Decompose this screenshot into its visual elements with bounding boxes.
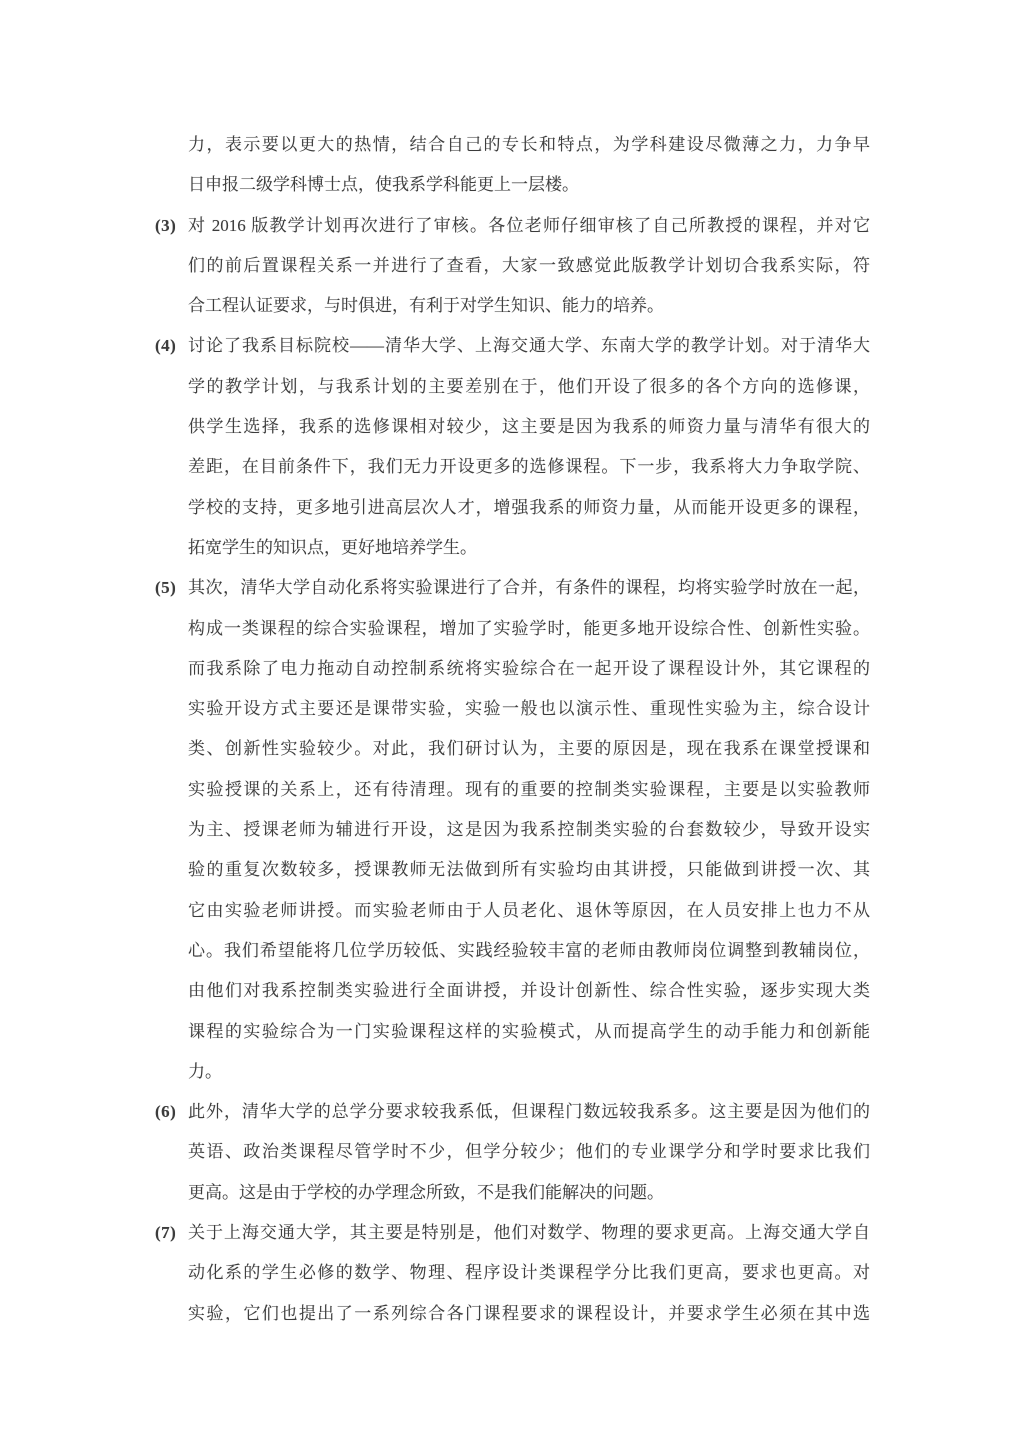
text-line: 它由实验老师讲授。而实验老师由于人员老化、退休等原因，在人员安排上也力不从	[188, 900, 870, 920]
text-line: 动化系的学生必修的数学、物理、程序设计类课程学分比我们更高，要求也更高。对	[188, 1263, 870, 1283]
text-line: 力。	[188, 1061, 222, 1081]
item-number: (7)	[155, 1223, 177, 1243]
text-line: 为主、授课老师为辅进行开设，这是因为我系控制类实验的台套数较少，导致开设实	[188, 820, 870, 840]
text-line: 由他们对我系控制类实验进行全面讲授，并设计创新性、综合性实验，逐步实现大类	[188, 981, 870, 1001]
text-line: 心。我们希望能将几位学历较低、实践经验较丰富的老师由教师岗位调整到教辅岗位，	[188, 940, 870, 960]
document-body	[155, 125, 870, 1334]
text-line: 关于上海交通大学，其主要是特别是，他们对数学、物理的要求更高。上海交通大学自	[188, 1223, 870, 1243]
text-line: 拓宽学生的知识点，更好地培养学生。	[188, 537, 477, 557]
numbered-paragraph	[155, 206, 870, 327]
numbered-paragraph	[155, 568, 870, 1092]
numbered-paragraph	[155, 1213, 870, 1334]
item-number: (3)	[155, 215, 177, 235]
text-line: 验的重复次数较多，授课教师无法做到所有实验均由其讲授，只能做到讲授一次、其	[188, 860, 870, 880]
text-line: 差距，在目前条件下，我们无力开设更多的选修课程。下一步，我系将大力争取学院、	[188, 457, 870, 477]
text-line: 其次，清华大学自动化系将实验课进行了合并，有条件的课程，均将实验学时放在一起，	[188, 578, 870, 598]
text-line: 讨论了我系目标院校——清华大学、上海交通大学、东南大学的教学计划。对于清华大	[188, 336, 870, 356]
text-line: 们的前后置课程关系一并进行了查看，大家一致感觉此版教学计划切合我系实际，符	[188, 255, 870, 275]
numbered-paragraph	[155, 326, 870, 568]
text-line: 实验授课的关系上，还有待清理。现有的重要的控制类实验课程，主要是以实验教师	[188, 779, 870, 799]
text-line: 课程的实验综合为一门实验课程这样的实验模式，从而提高学生的动手能力和创新能	[188, 1021, 870, 1041]
text-line: 构成一类课程的综合实验课程，增加了实验学时，能更多地开设综合性、创新性实验。	[188, 618, 870, 638]
text-line: 英语、政治类课程尽管学时不少，但学分较少；他们的专业课学分和学时要求比我们	[188, 1142, 870, 1162]
text-line: 日申报二级学科博士点，使我系学科能更上一层楼。	[188, 175, 579, 195]
text-line: 学的教学计划，与我系计划的主要差别在于，他们开设了很多的各个方向的选修课，	[188, 376, 870, 396]
text-line: 实验开设方式主要还是课带实验，实验一般也以演示性、重现性实验为主，综合设计	[188, 699, 870, 719]
text-line: 力，表示要以更大的热情，结合自己的专长和特点，为学科建设尽微薄之力，力争早	[188, 135, 870, 154]
text-line: 合工程认证要求，与时俱进，有利于对学生知识、能力的培养。	[188, 296, 664, 316]
text-line: 类、创新性实验较少。对此，我们研讨认为，主要的原因是，现在我系在课堂授课和	[188, 739, 870, 759]
item-number: (6)	[155, 1102, 177, 1122]
text-line: 供学生选择，我系的选修课相对较少，这主要是因为我系的师资力量与清华有很大的	[188, 417, 870, 437]
text-line: 更高。这是由于学校的办学理念所致，不是我们能解决的问题。	[188, 1182, 664, 1202]
numbered-paragraph	[155, 1092, 870, 1213]
text-line: 实验，它们也提出了一系列综合各门课程要求的课程设计，并要求学生必须在其中选	[188, 1303, 870, 1323]
text-line: 对 2016 版教学计划再次进行了审核。各位老师仔细审核了自己所教授的课程，并对它	[188, 215, 870, 235]
text-line: 而我系除了电力拖动自动控制系统将实验综合在一起开设了课程设计外，其它课程的	[188, 658, 870, 678]
text-line: 此外，清华大学的总学分要求较我系低，但课程门数远较我系多。这主要是因为他们的	[188, 1102, 870, 1122]
item-number: (5)	[155, 578, 177, 598]
text-line: 学校的支持，更多地引进高层次人才，增强我系的师资力量，从而能开设更多的课程，	[188, 497, 870, 517]
item-number: (4)	[155, 336, 177, 356]
continuation-paragraph	[155, 125, 870, 206]
